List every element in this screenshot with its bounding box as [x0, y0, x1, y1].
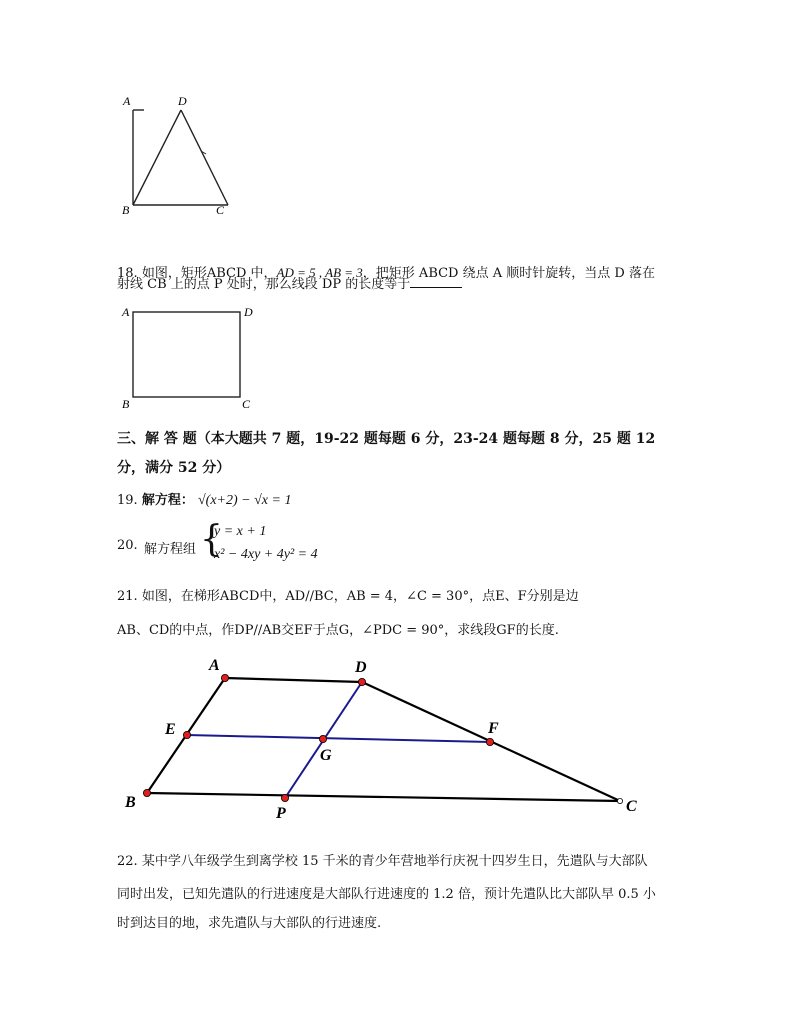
fig2-label-c: C [242, 397, 251, 411]
q18-text-line2: 射线 CB 上的点 P 处时，那么线段 DP 的长度等于 [117, 277, 411, 292]
point-a [221, 674, 228, 681]
fig3-label-e: E [165, 721, 176, 738]
point-f [486, 738, 493, 745]
point-d [358, 678, 365, 685]
figure-trapezoid-abcd [110, 88, 250, 223]
point-g [319, 735, 326, 742]
fig2-label-b: B [122, 397, 130, 411]
point-e [183, 731, 190, 738]
q21-line1 [117, 585, 579, 604]
figure-trapezoid-midpoints [110, 648, 650, 828]
q18-line2 [117, 273, 462, 292]
q22-number: 22. [117, 854, 138, 869]
q18-number: 18. [117, 266, 138, 281]
q20-label: 解方程组 [144, 542, 197, 557]
q22-line3: 时到达目的地，求先遣队与大部队的行进速度. [117, 916, 382, 931]
fig2-label-d: D [244, 305, 253, 319]
q19-number: 19. [117, 493, 138, 508]
q22-line1 [117, 850, 648, 869]
fig3-label-c: C [626, 798, 637, 815]
q18-text-post: ，把矩形 ABCD 绕点 A 顺时针旋转，当点 D 落在 [362, 266, 655, 281]
q18-math: AD = 5 , AB = 3 [276, 265, 363, 280]
q18-answer-blank [410, 275, 462, 288]
q19-line [117, 489, 291, 509]
q19-equation: √(x+2) − √x = 1 [197, 493, 292, 508]
fig3-label-g: G [320, 747, 332, 764]
point-c [617, 798, 622, 803]
section-header-line2: 分，满分 52 分） [117, 460, 231, 476]
fig1-label-d: D [178, 94, 187, 108]
point-b [143, 789, 150, 796]
q21-line2: AB、CD的中点，作DP//AB交EF于点G，∠PDC = 90°，求线段GF的长度. [117, 623, 559, 638]
q20-number: 20. [117, 538, 138, 553]
fig2-label-a: A [122, 305, 130, 319]
q21-text-line1: 如图，在梯形ABCD中，AD//BC，AB = 4，∠C = 30°，点E、F分别是边 [141, 589, 579, 604]
fig1-label-c: C [216, 203, 225, 217]
q21-number: 21. [117, 589, 138, 604]
fig1-label-b: B [122, 203, 130, 217]
q19-label: 解方程： [141, 493, 194, 508]
figure-rectangle-abcd [112, 300, 262, 415]
fig1-label-a: A [123, 94, 131, 108]
fig3-label-b: B [125, 794, 136, 811]
fig3-label-f: F [488, 720, 499, 737]
q18-text-pre: 如图，矩形ABCD 中， [141, 266, 277, 281]
q22-line2: 同时出发，已知先遣队的行进速度是大部队行进速度的 1.2 倍，预计先遣队比大部队早 0.5 小 [117, 887, 656, 902]
q22-text-line1: 某中学八年级学生到离学校 15 千米的青少年营地举行庆祝十四岁生日，先遣队与大部队 [141, 854, 648, 869]
q20-equation-1: y = x + 1 [214, 524, 267, 539]
q20-equation-2: x² − 4xy + 4y² = 4 [214, 547, 318, 562]
fig3-label-a: A [209, 657, 220, 674]
point-p [281, 794, 288, 801]
fig3-label-p: P [276, 805, 286, 822]
q20-brace: { [200, 519, 223, 560]
section-header-line1: 三、解 答 题（本大题共 7 题，19-22 题每题 6 分，23-24 题每题 8 分，25 题 12 [117, 431, 656, 447]
fig3-label-d: D [355, 659, 367, 676]
